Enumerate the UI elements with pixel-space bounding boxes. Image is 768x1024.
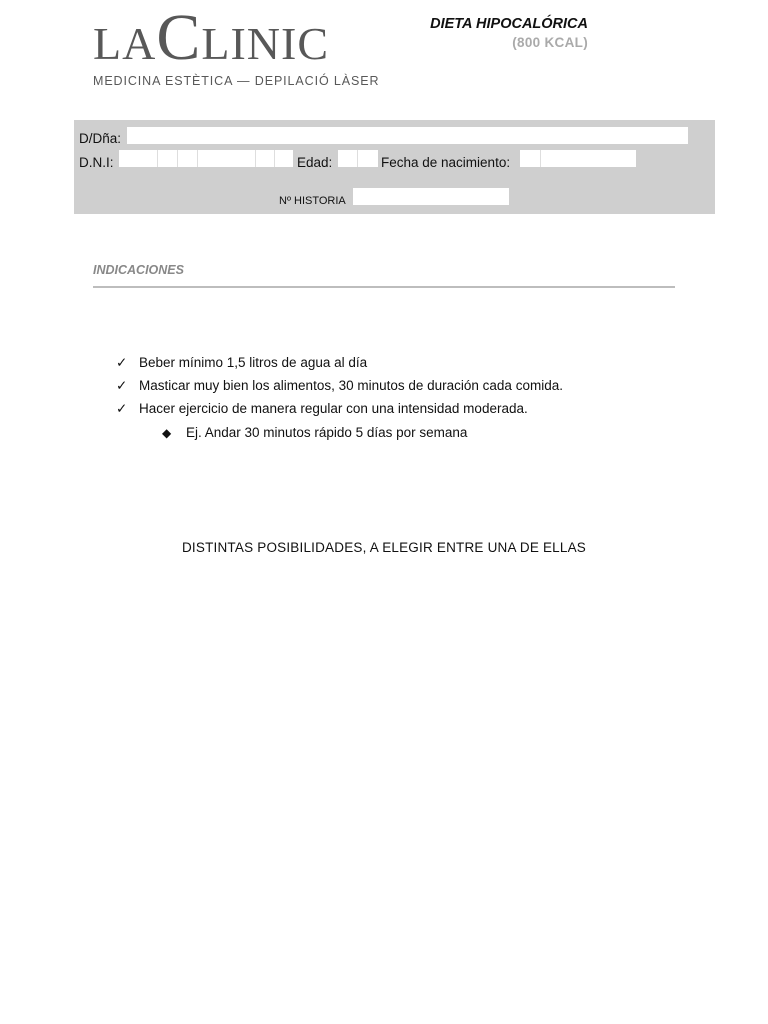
logo-part-linic: LINIC — [201, 18, 329, 69]
check-icon: ✓ — [116, 378, 128, 393]
check-icon: ✓ — [116, 355, 128, 370]
logo-part-la: LA — [93, 18, 157, 69]
name-field[interactable] — [127, 127, 688, 144]
indications-title: INDICACIONES — [93, 263, 184, 277]
birthdate-field[interactable] — [520, 150, 636, 167]
indication-text: Hacer ejercicio de manera regular con una intensidad moderada. — [139, 401, 528, 416]
logo-wordmark — [93, 1, 393, 74]
dni-label: D.N.I: — [79, 155, 114, 170]
name-label: D/Dña: — [79, 131, 122, 146]
section-divider — [93, 286, 675, 288]
document-subtitle: (800 KCAL) — [512, 35, 588, 50]
indication-text: Beber mínimo 1,5 litros de agua al día — [139, 355, 368, 370]
check-icon: ✓ — [116, 401, 128, 416]
clinic-logo — [93, 1, 393, 88]
dni-field[interactable] — [119, 150, 293, 167]
age-label: Edad: — [297, 155, 333, 170]
logo-part-c: C — [156, 1, 202, 74]
birthdate-label: Fecha de nacimiento: — [381, 155, 511, 170]
age-field[interactable] — [338, 150, 378, 167]
indication-text: Masticar muy bien los alimentos, 30 minutos de duración cada comida. — [139, 378, 563, 393]
history-label: Nº HISTORIA — [279, 195, 346, 207]
history-field[interactable] — [353, 188, 509, 205]
document-title-block — [430, 16, 588, 50]
logo-tagline: MEDICINA ESTÈTICA — DEPILACIÓ LÀSER — [93, 74, 380, 88]
document-title: DIETA HIPOCALÓRICA — [430, 16, 588, 32]
diamond-bullet-icon: ◆ — [162, 426, 172, 440]
sub-indication-text: Ej. Andar 30 minutos rápido 5 días por semana — [186, 425, 468, 440]
options-heading: DISTINTAS POSIBILIDADES, A ELEGIR ENTRE UNA DE ELLAS — [181, 540, 587, 555]
patient-info-form — [74, 120, 715, 214]
